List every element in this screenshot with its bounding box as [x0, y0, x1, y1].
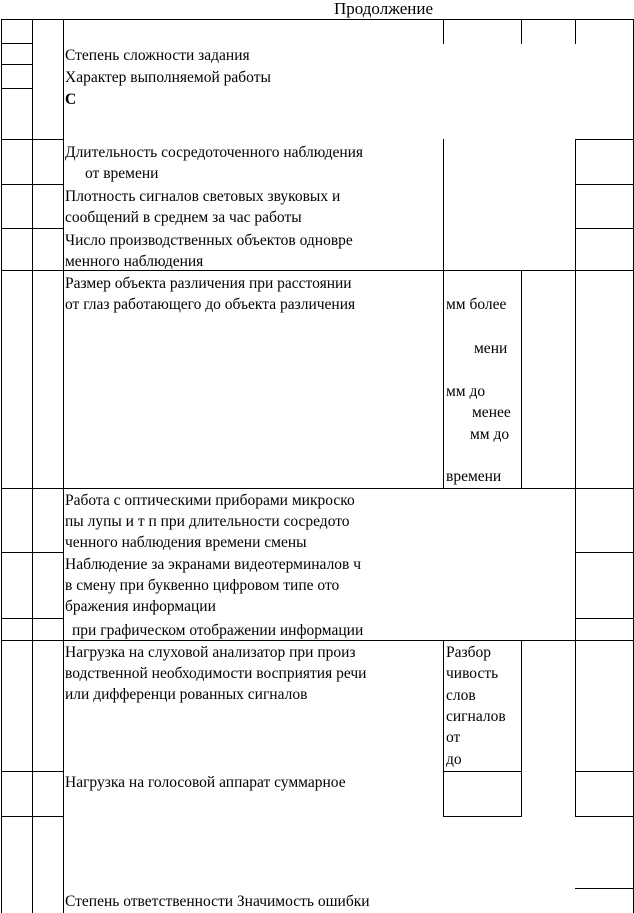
row-divider [575, 888, 634, 889]
column-divider [521, 270, 522, 489]
page-title: Продолжение [334, 0, 434, 18]
column-divider [443, 19, 444, 44]
row-label: бражения информации [65, 598, 216, 615]
column-divider [443, 139, 444, 489]
criteria-text: от [446, 729, 461, 746]
table-border-left [1, 19, 2, 913]
column-divider [575, 640, 576, 817]
criteria-text: менее [472, 404, 511, 421]
column-divider [32, 19, 33, 913]
row-label: Размер объекта различения при расстоянии [65, 275, 352, 292]
row-divider [1, 552, 63, 553]
criteria-text: Разбор [446, 644, 492, 661]
row-divider [1, 139, 63, 140]
row-label: Нагрузка на слуховой анализатор при произ [65, 644, 356, 661]
row-label: Длительность сосредоточенного наблюдения [65, 144, 364, 161]
criteria-text: времени [446, 468, 502, 485]
row-divider [443, 771, 521, 772]
row-divider [575, 618, 634, 619]
column-divider [63, 19, 64, 913]
row-label: Работа с оптическими приборами микроско [65, 492, 355, 509]
row-label: ченного наблюдения времени смены [65, 534, 307, 551]
row-label: при графическом отображении информации [72, 622, 364, 639]
row-divider [575, 184, 634, 185]
row-label: или дифференци рованных сигналов [65, 686, 308, 703]
row-divider [575, 552, 634, 553]
row-divider [1, 228, 63, 229]
criteria-text: до [446, 751, 462, 768]
criteria-text: мм более [446, 296, 507, 313]
row-divider [575, 228, 634, 229]
row-label: С [65, 91, 77, 108]
criteria-text: мм до [446, 383, 486, 400]
row-label: Характер выполняемой работы [65, 69, 271, 86]
row-divider [443, 816, 521, 817]
row-label: Нагрузка на голосовой аппарат суммарное [65, 774, 346, 791]
column-divider [521, 640, 522, 817]
column-divider [575, 19, 576, 44]
row-divider [1, 771, 63, 772]
row-label: пы лупы и т п при длительности сосредото [65, 513, 350, 530]
row-label: от времени [85, 165, 159, 182]
row-label: Число производственных объектов одновре [65, 232, 353, 249]
criteria-text: мени [474, 340, 508, 357]
row-label: Степень ответственности Значимость ошибки [65, 893, 370, 910]
criteria-text: чивость [446, 665, 499, 682]
row-divider [1, 184, 63, 185]
column-divider [575, 139, 576, 644]
row-label: сообщений в среднем за час работы [65, 209, 302, 226]
row-divider [1, 88, 32, 89]
row-label: Наблюдение за экранами видеотерминалов ч [65, 556, 362, 573]
row-divider [1, 816, 63, 817]
row-divider [1, 618, 63, 619]
row-label: Степень сложности задания [65, 47, 250, 64]
row-divider [1, 488, 634, 489]
row-label: Плотность сигналов световых звуковых и [65, 188, 341, 205]
row-label: менного наблюдения [65, 253, 204, 270]
row-divider [575, 139, 634, 140]
column-divider [443, 640, 444, 817]
criteria-text: слов [446, 687, 476, 704]
column-divider [521, 19, 522, 44]
criteria-text: сигналов [446, 708, 506, 725]
row-label: водственной необходимости восприятия речи [65, 665, 367, 682]
row-divider [1, 64, 32, 65]
table-top-border [1, 19, 634, 20]
row-label: от глаз работающего до объекта различения [65, 296, 356, 313]
row-divider [575, 816, 634, 817]
row-divider [575, 771, 634, 772]
row-label: в смену при буквенно цифровом типе ото [65, 577, 340, 594]
criteria-text: мм до [470, 426, 510, 443]
row-divider [1, 43, 32, 44]
